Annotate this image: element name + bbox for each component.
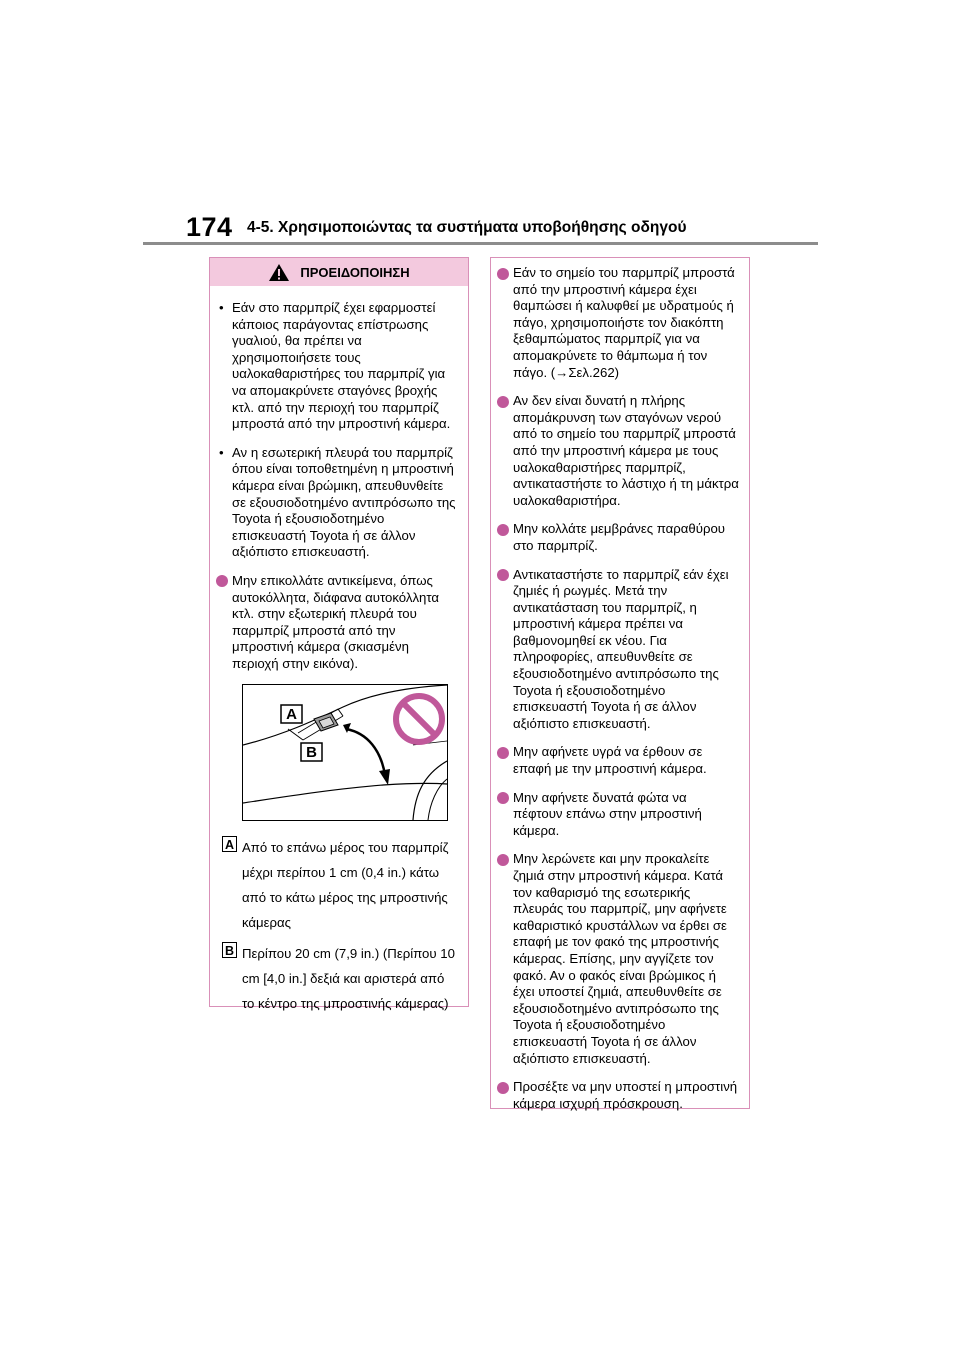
warning-bullet [216, 445, 456, 561]
warning-continued-content [491, 258, 749, 1112]
bullet-mark: • [219, 444, 224, 460]
pink-dot-icon [497, 524, 509, 536]
bullet-mark: • [219, 300, 224, 315]
list-item [497, 790, 739, 840]
warning-bullet-text: Αν η εσωτερική πλευρά του παρμπρίζ όπου είναι τοποθετημένη η μπροστινή κάμερα είναι βρώμικη, απευθυνθείτε σε εξουσιοδοτημένο αντιπρόσωπο της Toyota ή εξουσιοδοτημένο επισκευαστή Toyota ή σε άλλον αξιόπιστο επισκευαστή. [232, 444, 456, 560]
pink-dot-icon [497, 396, 509, 408]
header-rule [143, 242, 818, 245]
list-item [497, 393, 739, 509]
figure-label-b: B [306, 744, 317, 762]
list-item [497, 744, 739, 777]
camera-area-figure [242, 684, 448, 821]
warning-dot-text: Μην επικολλάτε αντικείμενα, όπως αυτοκόλλητα, διάφανα αυτοκόλλητα κτλ. στην εξωτερική πλευρά του παρμπρίζ μπροστά από την μπροστινή κάμερα (σκιασμένη περιοχή στην εικόνα). [232, 572, 440, 671]
list-item-text: Μην κολλάτε μεμβράνες παραθύρου στο παρμπρίζ. [513, 521, 725, 553]
list-item-text: Μην αφήνετε δυνατά φώτα να πέφτουν επάνω στην μπροστινή κάμερα. [513, 789, 702, 838]
caption-a [216, 835, 456, 935]
warning-bullet-text: Εάν στο παρμπρίζ έχει εφαρμοστεί κάποιος παράγοντας επίστρωσης γυαλιού, θα πρέπει να χρησιμοποιήσετε τους υαλοκαθαριστήρες του παρμπρίζ για να απομακρύνετε σταγόνες βροχής κτλ. από την περιοχή του παρμπρίζ μπροστά από την μπροστινή κάμερα. [232, 300, 451, 432]
warning-header [210, 258, 468, 286]
list-item-text: Αντικαταστήστε το παρμπρίζ εάν έχει ζημιές ή ρωγμές. Μετά την αντικατάσταση του παρμπρίζ, η μπροστινή κάμερα πρέπει να βαθμονομηθεί εκ νέου. Για πληροφορίες, απευθυνθείτε σε εξουσιοδοτημένο αντιπρόσωπο της Toyota ή εξουσιοδοτημένο επισκευαστή Toyota ή σε άλλον αξιόπιστο επισκευαστή. [513, 566, 729, 731]
caption-text: Περίπου 20 cm (7,9 in.) (Περίπου 10 cm [4,0 in.] δεξιά και αριστερά από το κέντρο της μπροστινής κάμερας) [242, 946, 455, 1012]
warning-box [209, 257, 469, 1012]
pink-dot-icon [497, 747, 509, 759]
windshield-illustration [243, 685, 447, 820]
warning-continued-box [490, 257, 750, 1109]
list-item [497, 851, 739, 1067]
pink-dot-icon [216, 575, 228, 587]
list-item-text: Προσέξτε να μην υποστεί η μπροστινή κάμερα ισχυρή πρόσκρουση. [513, 1079, 738, 1111]
warning-dot-item [216, 573, 456, 673]
warning-title: ΠΡΟΕΙΔΟΠΟΙΗΣΗ [300, 264, 410, 280]
pink-dot-icon [497, 268, 509, 280]
list-item-text: Μην αφήνετε υγρά να έρθουν σε επαφή με την μπροστινή κάμερα. [513, 744, 707, 777]
caption-tag: B [222, 942, 237, 958]
figure-label-a: A [286, 706, 297, 724]
warning-triangle-icon [268, 263, 290, 282]
pink-dot-icon [497, 792, 509, 804]
list-item-text: Μην λερώνετε και μην προκαλείτε ζημιά στην μπροστινή κάμερα. Κατά τον καθαρισμό της εσωτερικής πλευράς του παρμπρίζ, μην αφήνετε καθαριστικό κρυστάλλων να έρθει σε επαφή με τον φακό της μπροστινής κάμερας. Επίσης, μην αγγίζετε τον φακό. Αν ο φακός είναι βρώμικος ή έχει υποστεί ζημιά, απευθυνθείτε σε εξουσιοδοτημένο αντιπρόσωπο της Toyota ή εξουσιοδοτημένο επισκευαστή Toyota ή σε άλλον αξιόπιστο επισκευαστή. [513, 851, 727, 1066]
caption-text: Από το επάνω μέρος του παρμπρίζ μέχρι περίπου 1 cm (0,4 in.) κάτω από το κάτω μέρος της μπροστινής κάμερας [242, 840, 449, 931]
list-item [497, 265, 739, 381]
pink-dot-icon [497, 854, 509, 866]
list-item-text: Εάν το σημείο του παρμπρίζ μπροστά από την μπροστινή κάμερα έχει θαμπώσει ή καλυφθεί με υδρατμούς ή πάγο, χρησιμοποιήστε τον διακόπτη ξεθαμπώματος παρμπρίζ για να απομακρύνετε το θάμπωμα ή τον πάγο. (→Σελ.262) [513, 265, 735, 380]
list-item [497, 1079, 739, 1112]
pink-dot-icon [497, 569, 509, 581]
list-item [497, 521, 739, 554]
list-item-text: Αν δεν είναι δυνατή η πλήρης απομάκρυνση των σταγόνων νερού από το σημείο του παρμπρίζ μπροστά από την μπροστινή κάμερα με τους υαλοκαθαριστήρες παρμπρίζ, αντικαταστήστε το λάστιχο ή τη μάκτρα υαλοκαθαριστήρα. [513, 393, 739, 508]
page-number: 174 [186, 212, 233, 242]
warning-content [210, 286, 468, 1016]
caption-b [216, 941, 456, 1016]
warning-bullet [216, 300, 456, 433]
list-item [497, 567, 739, 733]
caption-tag: A [222, 836, 237, 852]
pink-dot-icon [497, 1082, 509, 1094]
section-title: 4-5. Χρησιμοποιώντας τα συστήματα υποβοήθησης οδηγού [247, 219, 687, 236]
